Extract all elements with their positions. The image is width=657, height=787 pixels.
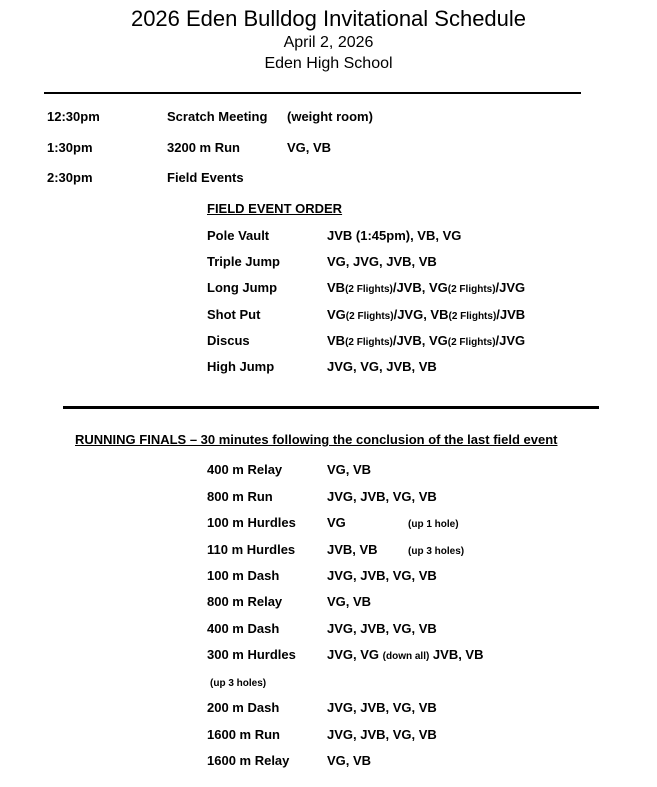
schedule-event: Scratch Meeting bbox=[167, 109, 268, 124]
division-part: /JVB, VG bbox=[392, 280, 448, 295]
schedule-detail: VG, VB bbox=[287, 140, 332, 155]
section-divider bbox=[63, 406, 599, 409]
field-event-name: Discus bbox=[207, 333, 250, 348]
running-event-name: 100 m Dash bbox=[207, 568, 280, 583]
running-event-name: 400 m Relay bbox=[207, 462, 283, 477]
running-event-name: 1600 m Relay bbox=[207, 753, 290, 768]
division-part: /JVG, VB bbox=[393, 307, 449, 322]
running-event-name: 110 m Hurdles bbox=[207, 542, 296, 557]
page-title: 2026 Eden Bulldog Invitational Schedule bbox=[130, 6, 527, 31]
schedule-event: Field Events bbox=[167, 170, 244, 185]
division-part: VG bbox=[327, 307, 346, 322]
schedule-detail: (weight room) bbox=[287, 109, 373, 124]
running-event-divisions bbox=[327, 647, 484, 665]
field-order-heading: FIELD EVENT ORDER bbox=[207, 201, 343, 216]
flight-note: (2 Flights) bbox=[447, 284, 496, 295]
division-part: /JVG bbox=[495, 280, 526, 295]
field-event-name: Pole Vault bbox=[207, 228, 270, 243]
hurdle-note: (up 3 holes) bbox=[210, 678, 267, 689]
division-part: VB bbox=[327, 333, 346, 348]
hurdle-note: (up 1 hole) bbox=[408, 519, 459, 530]
event-location: Eden High School bbox=[264, 55, 393, 72]
running-event-divisions: JVG, JVB, VG, VB bbox=[327, 727, 437, 742]
running-event-divisions: JVG, JVB, VG, VB bbox=[327, 568, 437, 583]
running-event-name: 1600 m Run bbox=[207, 727, 280, 742]
field-event-name: Long Jump bbox=[207, 280, 278, 295]
hurdle-note: (up 3 holes) bbox=[408, 546, 465, 557]
division-part: /JVB, VG bbox=[392, 333, 448, 348]
running-event-name: 100 m Hurdles bbox=[207, 515, 296, 530]
flight-note: (2 Flights) bbox=[345, 337, 393, 348]
schedule-time: 1:30pm bbox=[47, 140, 93, 155]
field-event-divisions bbox=[327, 307, 525, 325]
running-event-divisions: JVG, JVB, VG, VB bbox=[327, 621, 437, 636]
hurdle-note: (down all) bbox=[382, 651, 430, 662]
field-event-divisions: JVG, VG, JVB, VB bbox=[327, 359, 437, 374]
running-event-name: 200 m Dash bbox=[207, 700, 280, 715]
flight-note: (2 Flights) bbox=[448, 311, 497, 322]
field-event-name: Shot Put bbox=[207, 307, 261, 322]
schedule-time: 2:30pm bbox=[47, 170, 93, 185]
field-event-divisions bbox=[327, 280, 525, 298]
running-event-name: 300 m Hurdles bbox=[207, 647, 296, 662]
field-event-name: Triple Jump bbox=[207, 254, 280, 269]
schedule-event: 3200 m Run bbox=[167, 140, 240, 155]
running-finals-heading: RUNNING FINALS – 30 minutes following the conclusion of the last field event bbox=[75, 432, 558, 447]
running-event-divisions: VG, VB bbox=[327, 753, 372, 768]
running-event-name: 400 m Dash bbox=[207, 621, 280, 636]
division-part: JVB, VB bbox=[429, 647, 484, 662]
running-event-name: 800 m Run bbox=[207, 489, 273, 504]
field-event-divisions bbox=[327, 333, 525, 351]
division-part: VB bbox=[327, 280, 346, 295]
running-event-name: 800 m Relay bbox=[207, 594, 283, 609]
schedule-time: 12:30pm bbox=[47, 109, 100, 124]
flight-note: (2 Flights) bbox=[345, 311, 394, 322]
header-divider bbox=[44, 92, 581, 94]
flight-note: (2 Flights) bbox=[345, 284, 393, 295]
division-part: /JVB bbox=[496, 307, 526, 322]
flight-note: (2 Flights) bbox=[447, 337, 496, 348]
running-event-divisions: JVB, VB bbox=[327, 542, 378, 557]
division-part: JVG, VG bbox=[327, 647, 383, 662]
running-event-divisions: JVG, JVB, VG, VB bbox=[327, 700, 437, 715]
division-part: /JVG bbox=[495, 333, 526, 348]
running-event-divisions: VG bbox=[327, 515, 346, 530]
field-event-divisions: JVB (1:45pm), VB, VG bbox=[327, 228, 462, 243]
field-event-divisions: VG, JVG, JVB, VB bbox=[327, 254, 437, 269]
field-event-name: High Jump bbox=[207, 359, 275, 374]
running-event-divisions: VG, VB bbox=[327, 594, 372, 609]
event-date: April 2, 2026 bbox=[283, 34, 374, 51]
running-event-divisions: VG, VB bbox=[327, 462, 372, 477]
running-event-divisions: JVG, JVB, VG, VB bbox=[327, 489, 437, 504]
